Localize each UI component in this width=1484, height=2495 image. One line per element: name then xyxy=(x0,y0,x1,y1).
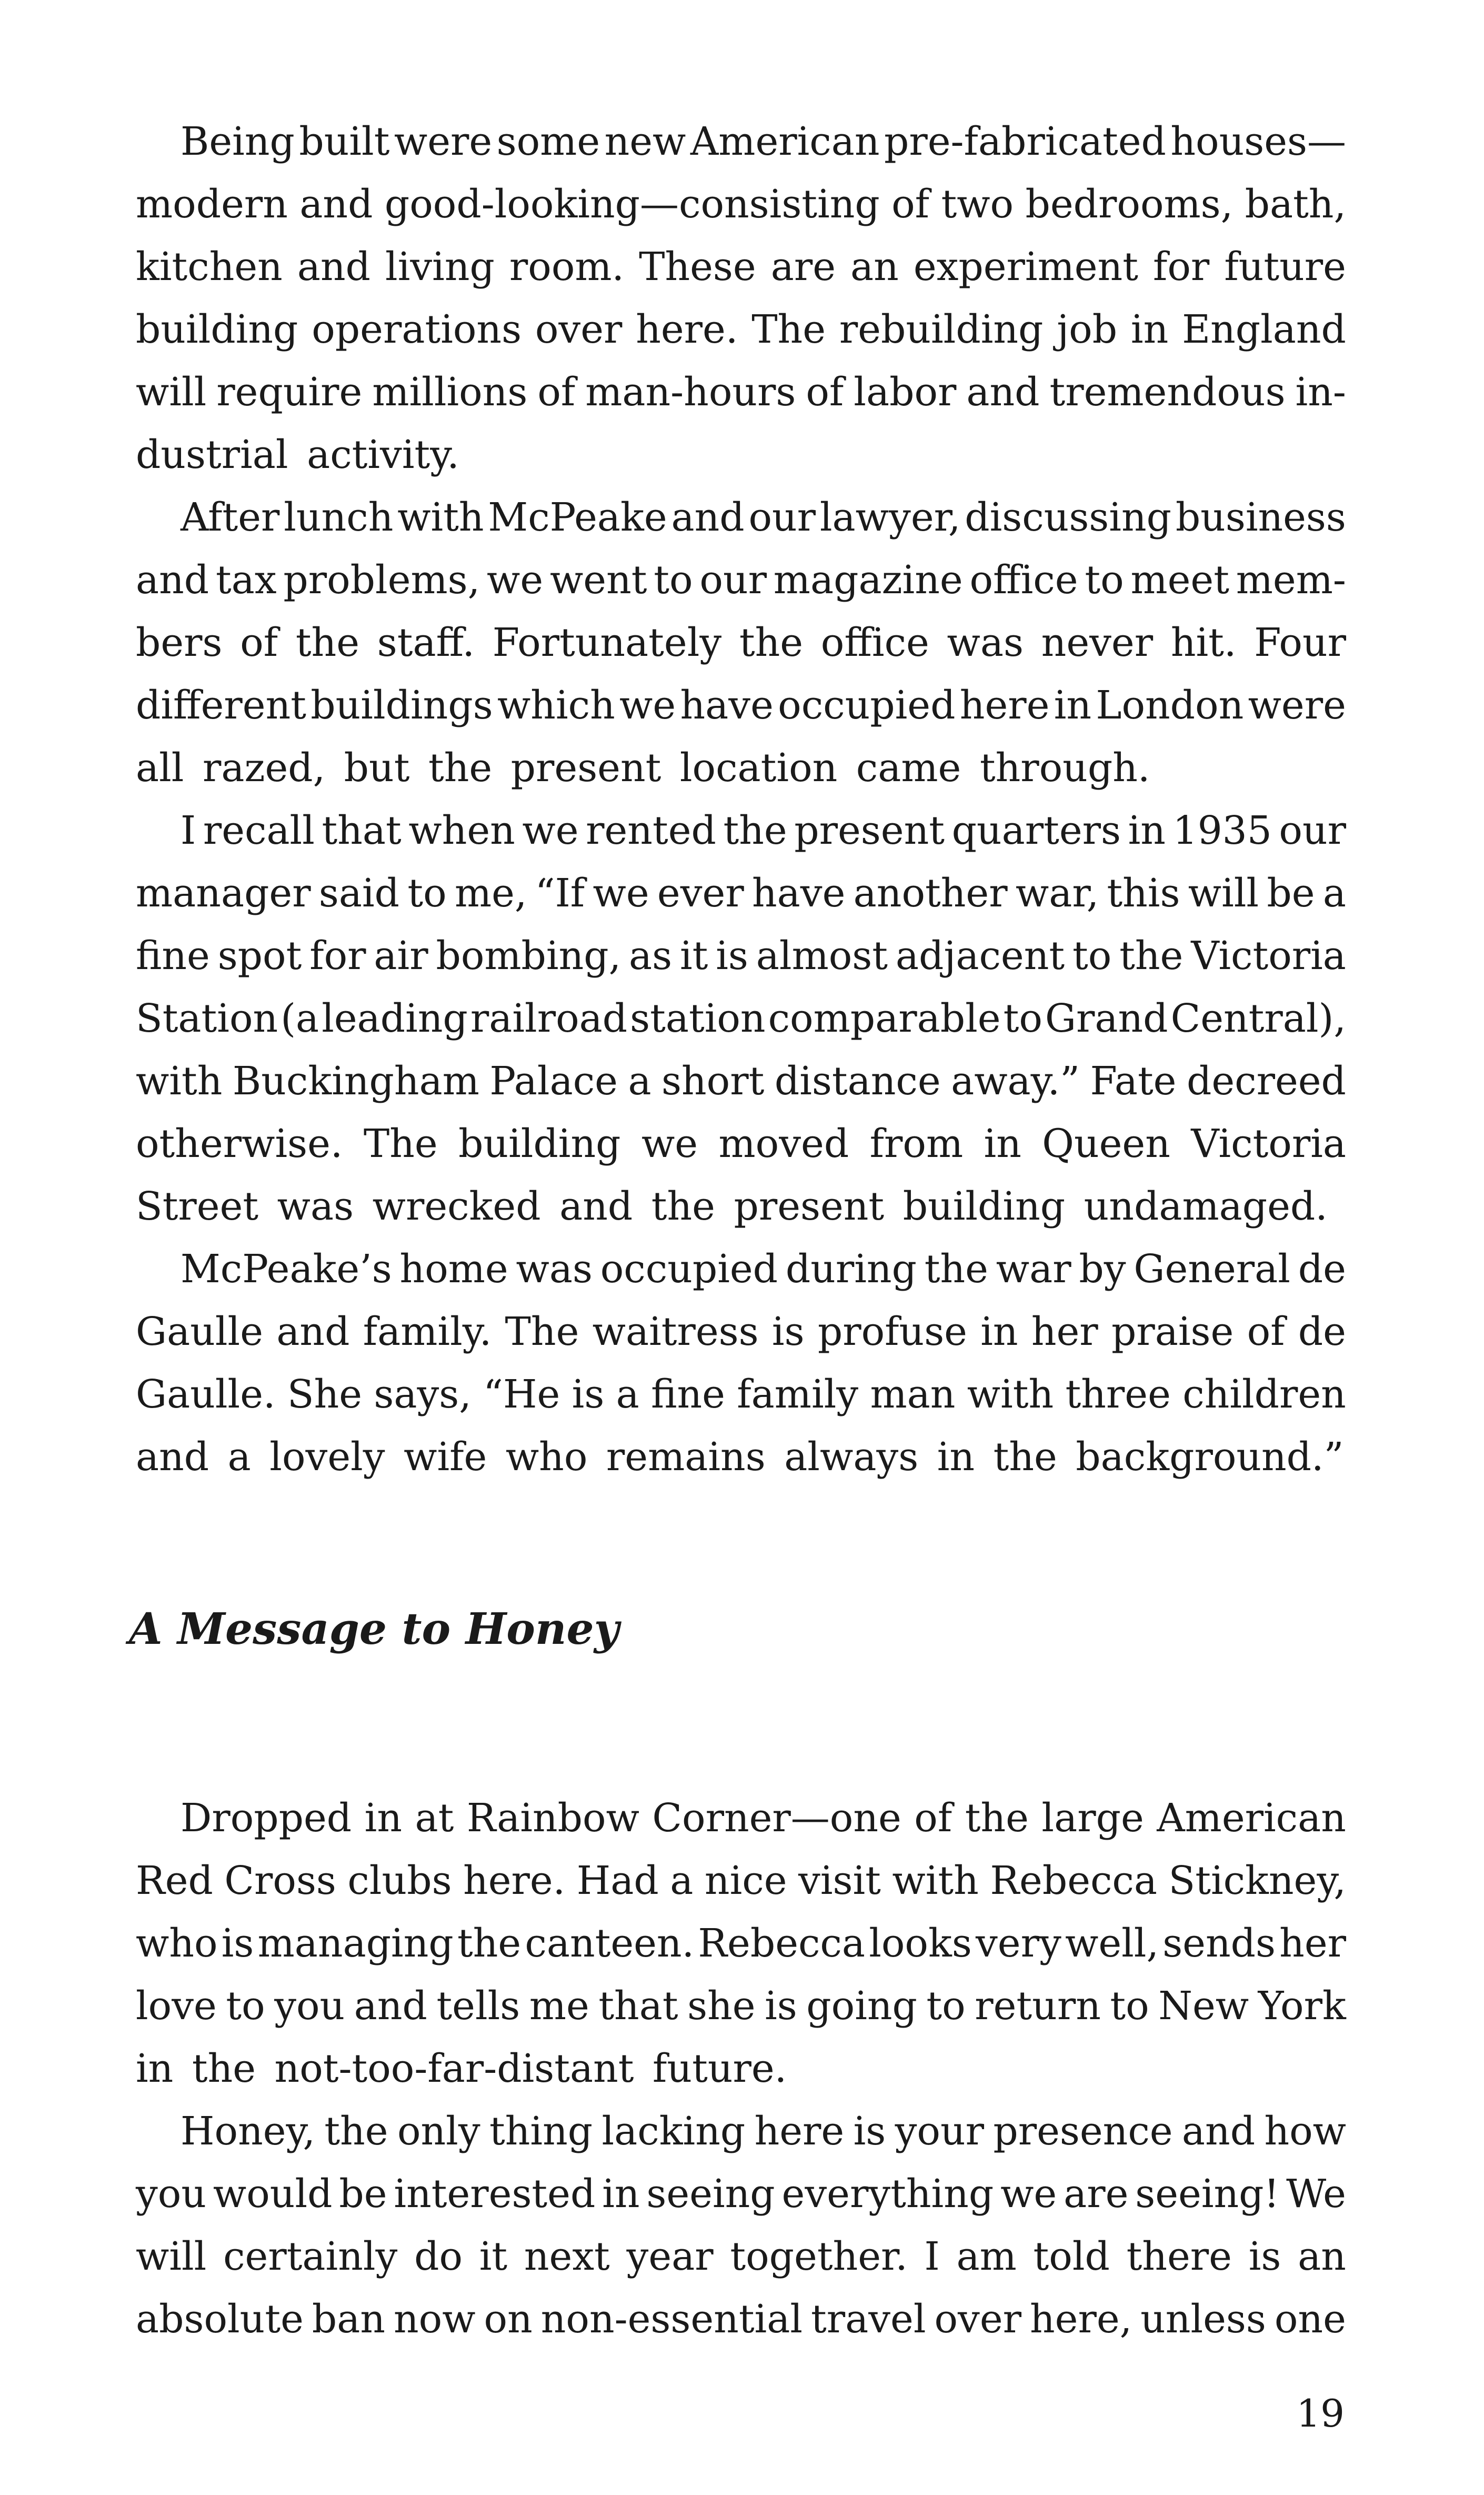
text-line: fine spot for air bombing, as it is almost adjacent to the Victoria xyxy=(136,933,1346,979)
text-line: Honey, the only thing lacking here is your presence and how xyxy=(181,2109,1346,2154)
text-line: otherwise. The building we moved from in Queen Victoria xyxy=(136,1121,1346,1166)
text-line: building operations over here. The rebuilding job in England xyxy=(136,307,1346,352)
paragraph xyxy=(136,486,1346,800)
text-line: in the not-too-far-distant future. xyxy=(136,2046,787,2091)
page-number: 19 xyxy=(1296,2391,1345,2436)
text-line: different buildings which we have occupied here in London were xyxy=(136,683,1346,728)
text-line: and tax problems, we went to our magazine office to meet mem- xyxy=(136,557,1346,603)
text-line: Dropped in at Rainbow Corner—one of the large American xyxy=(181,1795,1346,1841)
paragraph xyxy=(136,1238,1346,1489)
text-line: modern and good-looking—consisting of two bedrooms, bath, xyxy=(136,182,1346,227)
text-line: dustrial activity. xyxy=(136,432,459,477)
text-line: I recall that when we rented the present quarters in 1935 our xyxy=(181,808,1346,853)
text-line: you would be interested in seeing everything we are seeing! We xyxy=(136,2171,1346,2217)
text-line: McPeake’s home was occupied during the war by General de xyxy=(181,1246,1346,1292)
paragraph xyxy=(136,800,1346,1238)
text-line: love to you and tells me that she is going to return to New York xyxy=(136,1983,1346,2029)
text-line: and a lovely wife who remains always in the background.” xyxy=(136,1434,1344,1480)
text-line: After lunch with McPeake and our lawyer, discussing business xyxy=(181,495,1346,540)
text-line: will certainly do it next year together. I am told there is an xyxy=(136,2234,1346,2279)
text-line: who is managing the canteen. Rebecca looks very well, sends her xyxy=(136,1921,1346,1966)
text-line: Being built were some new American pre-fabricated houses— xyxy=(181,119,1346,164)
paragraph xyxy=(136,2100,1346,2351)
text-line: Gaulle. She says, “He is a fine family man with three children xyxy=(136,1372,1346,1417)
text-line: Gaulle and family. The waitress is profuse in her praise of de xyxy=(136,1309,1346,1354)
text-line: will require millions of man-hours of labor and tremendous in- xyxy=(136,370,1346,415)
text-line: all razed, but the present location came through. xyxy=(136,745,1150,791)
paragraph xyxy=(136,1787,1346,2100)
text-line: absolute ban now on non-essential travel over here, unless one xyxy=(136,2297,1346,2342)
text-line: Street was wrecked and the present building undamaged. xyxy=(136,1184,1328,1229)
text-line: kitchen and living room. These are an experiment for future xyxy=(136,244,1346,290)
text-line: with Buckingham Palace a short distance away.” Fate decreed xyxy=(136,1059,1346,1104)
paragraph xyxy=(136,111,1346,486)
text-line: bers of the staff. Fortunately the office was never hit. Four xyxy=(136,620,1346,665)
body-text-bottom xyxy=(136,1787,1346,2351)
body-text-top xyxy=(136,111,1346,1489)
text-line: manager said to me, “If we ever have another war, this will be a xyxy=(136,871,1346,916)
section-heading: A Message to Honey xyxy=(129,1604,619,1654)
text-line: Station (a leading railroad station comparable to Grand Central), xyxy=(136,996,1346,1041)
text-line: Red Cross clubs here. Had a nice visit with Rebecca Stickney, xyxy=(136,1858,1346,1903)
